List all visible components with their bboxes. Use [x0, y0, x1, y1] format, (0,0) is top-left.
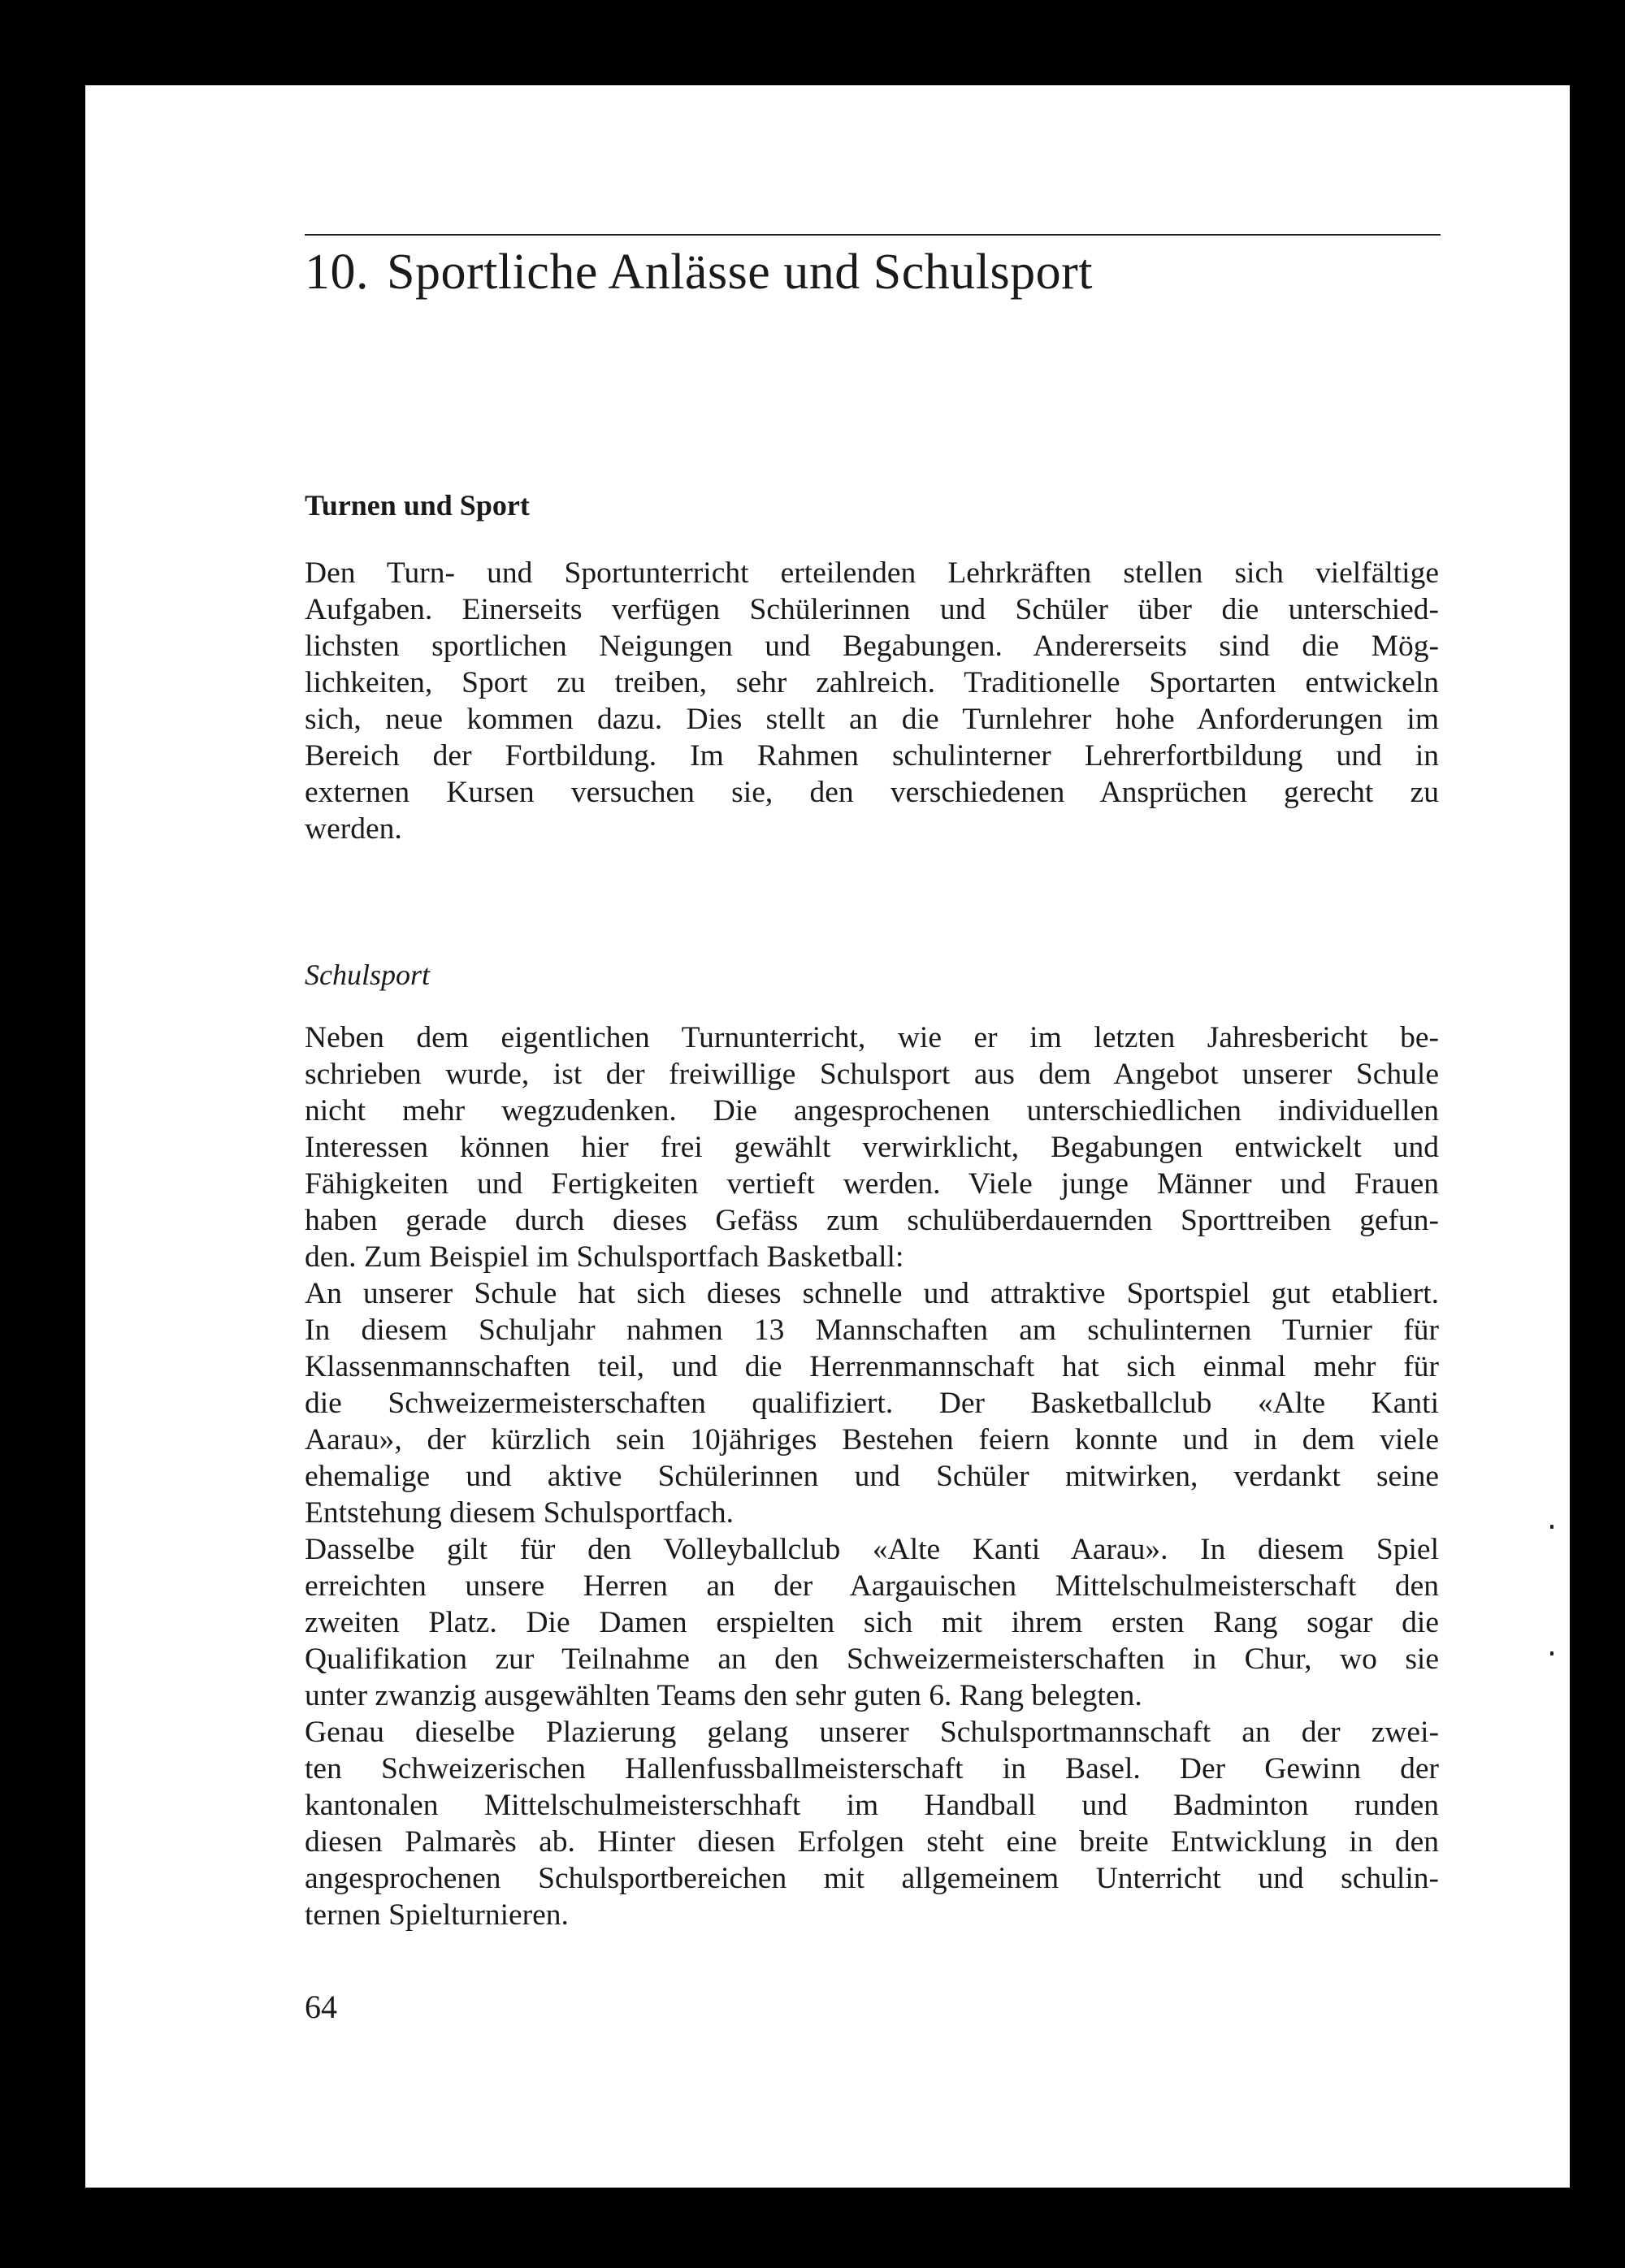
body-line: Bereich der Fortbildung. Im Rahmen schulinterner Lehrerfortbildung und in	[305, 739, 1439, 773]
scan-speck	[1550, 1525, 1554, 1529]
body-line: zweiten Platz. Die Damen erspielten sich mit ihrem ersten Rang sogar die	[305, 1606, 1439, 1639]
body-line: ten Schweizerischen Hallenfussballmeisterschaft in Basel. Der Gewinn der	[305, 1752, 1439, 1785]
body-line: Aarau», der kürzlich sein 10jähriges Bestehen feiern konnte und in dem viele	[305, 1423, 1439, 1456]
body-line: unter zwanzig ausgewählten Teams den sehr guten 6. Rang belegten.	[305, 1679, 1142, 1712]
chapter-title	[305, 244, 1093, 301]
body-line: den. Zum Beispiel im Schulsportfach Basketball:	[305, 1240, 904, 1274]
body-line: werden.	[305, 812, 402, 846]
body-line: Fähigkeiten und Fertigkeiten vertieft werden. Viele junge Männer und Frauen	[305, 1167, 1439, 1201]
body-line: lichkeiten, Sport zu treiben, sehr zahlreich. Traditionelle Sportarten entwickeln	[305, 666, 1439, 699]
body-line: Klassenmannschaften teil, und die Herrenmannschaft hat sich einmal mehr für	[305, 1350, 1439, 1383]
body-line: Genau dieselbe Plazierung gelang unserer Schulsportmannschaft an der zwei-	[305, 1716, 1439, 1749]
chapter-title-text: Sportliche Anlässe und Schulsport	[387, 245, 1093, 300]
body-line: In diesem Schuljahr nahmen 13 Mannschaften am schulinternen Turnier für	[305, 1314, 1439, 1347]
scan-speck	[1550, 1651, 1554, 1656]
body-line: An unserer Schule hat sich dieses schnelle und attraktive Sportspiel gut etabliert.	[305, 1277, 1439, 1310]
body-line: lichsten sportlichen Neigungen und Begabungen. Andererseits sind die Mög-	[305, 630, 1439, 663]
body-line: diesen Palmarès ab. Hinter diesen Erfolgen steht eine breite Entwicklung in den	[305, 1825, 1439, 1859]
body-line: haben gerade durch dieses Gefäss zum schulüberdauernden Sporttreiben gefun-	[305, 1204, 1439, 1237]
subsection-body	[305, 1019, 1439, 1933]
title-rule	[305, 234, 1441, 236]
body-line: Interessen können hier frei gewählt verwirklicht, Begabungen entwickelt und	[305, 1131, 1439, 1164]
body-line: Aufgaben. Einerseits verfügen Schülerinnen und Schüler über die unterschied-	[305, 593, 1439, 626]
body-line: externen Kursen versuchen sie, den verschiedenen Ansprüchen gerecht zu	[305, 776, 1439, 809]
document-page	[85, 85, 1570, 2188]
body-line: sich, neue kommen dazu. Dies stellt an die Turnlehrer hohe Anforderungen im	[305, 703, 1439, 736]
body-line: kantonalen Mittelschulmeisterschhaft im Handball und Badminton runden	[305, 1789, 1439, 1822]
body-line: Qualifikation zur Teilnahme an den Schweizermeisterschaften in Chur, wo sie	[305, 1643, 1439, 1676]
body-line: ehemalige und aktive Schülerinnen und Schüler mitwirken, verdankt seine	[305, 1460, 1439, 1493]
page-number: 64	[305, 1989, 337, 2025]
chapter-number: 10.	[305, 245, 369, 300]
body-line: erreichten unsere Herren an der Aargauischen Mittelschulmeisterschaft den	[305, 1569, 1439, 1603]
body-line: angesprochenen Schulsportbereichen mit allgemeinem Unterricht und schulin-	[305, 1862, 1439, 1895]
subsection-heading: Schulsport	[305, 959, 431, 991]
body-line: Neben dem eigentlichen Turnunterricht, wie er im letzten Jahresbericht be-	[305, 1021, 1439, 1054]
body-line: ternen Spielturnieren.	[305, 1898, 569, 1932]
body-line: schrieben wurde, ist der freiwillige Schulsport aus dem Angebot unserer Schule	[305, 1058, 1439, 1091]
body-line: nicht mehr wegzudenken. Die angesprochenen unterschiedlichen individuellen	[305, 1094, 1439, 1128]
body-line: Entstehung diesem Schulsportfach.	[305, 1496, 734, 1530]
section-body	[305, 555, 1439, 847]
body-line: die Schweizermeisterschaften qualifiziert. Der Basketballclub «Alte Kanti	[305, 1387, 1439, 1420]
body-line: Dasselbe gilt für den Volleyballclub «Alte Kanti Aarau». In diesem Spiel	[305, 1533, 1439, 1566]
section-heading: Turnen und Sport	[305, 489, 530, 522]
body-line: Den Turn- und Sportunterricht erteilenden Lehrkräften stellen sich vielfältige	[305, 556, 1439, 590]
